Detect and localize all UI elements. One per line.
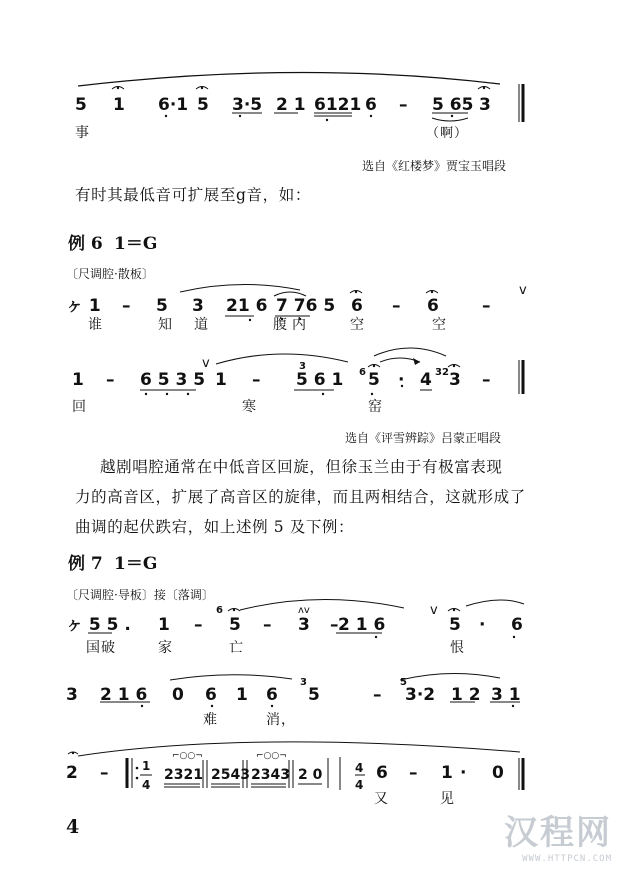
time-signature-bottom: 4 <box>142 778 151 792</box>
example-6-note: 5 6 1 <box>296 370 344 390</box>
ornament-mark: ʌv <box>298 605 310 616</box>
grace-note: 3 <box>300 677 307 688</box>
grace-note: 6 <box>216 605 223 616</box>
example-7-tag: 〔尺调腔·导板〕接〔落调〕 <box>66 588 214 602</box>
watermark-title: 汉程网 <box>504 813 612 853</box>
example-7-note: 2343 <box>251 767 290 783</box>
staff-1-lyric: （啊） <box>426 126 469 141</box>
staff-1-note: 5 <box>75 95 87 115</box>
example-6-lyric: 空 <box>350 317 365 333</box>
watermark-url: WWW.HTTPCN.COM <box>522 854 612 864</box>
example-6-lyric: 谁 <box>88 317 103 333</box>
example-7-note: 3 <box>298 615 310 635</box>
example-7-lyric: 恨 <box>450 640 465 656</box>
svg-text:⌐○○¬: ⌐○○¬ <box>256 751 287 761</box>
example-7-note: · <box>479 615 486 635</box>
example-6-note: 21 6 <box>226 296 268 316</box>
example-7-note: 1 <box>441 763 453 783</box>
example-7-note: 1 <box>236 685 248 705</box>
example-7-note: 3·2 <box>405 685 436 705</box>
example-7-note: 6 <box>266 685 278 705</box>
example-7-note: 2 0 <box>298 767 323 783</box>
example-7-note: 5 <box>229 615 241 635</box>
example-6-lyric: 道 <box>194 317 209 333</box>
example-7-note: – <box>100 763 109 783</box>
example-7-note: 5 <box>449 615 461 635</box>
breath-mark: v <box>519 283 527 298</box>
example-6-note: – <box>482 370 491 390</box>
example-6-note: 1 <box>215 370 227 390</box>
paragraph-2-line: 越剧唱腔通常在中低音区回旋，但徐玉兰由于有极富表现 <box>100 458 503 476</box>
page-number: 4 <box>66 816 80 838</box>
example-6-lyric: 寒 <box>242 399 257 415</box>
example-6-lyric: 窑 <box>368 399 383 415</box>
example-6-note: 6 <box>427 296 439 316</box>
example-6-tag: 〔尺调腔·散板〕 <box>66 267 154 281</box>
example-6-note: 3 <box>192 296 204 316</box>
example-6-note: 3 <box>449 370 461 390</box>
example-7-note: 6 <box>205 685 217 705</box>
svg-text:⌐○○¬: ⌐○○¬ <box>172 751 203 761</box>
staff-1-note: 6·1 <box>158 95 189 115</box>
example-7-lyric: 亡 <box>229 640 244 656</box>
staff-1-note: – <box>399 95 408 115</box>
example-7-key: 1＝G <box>114 554 158 574</box>
example-7-lyric: 见 <box>440 791 455 807</box>
example-7-note: – <box>263 615 272 635</box>
example-7-note: 1 <box>158 615 170 635</box>
example-6-note: · <box>398 370 405 390</box>
example-7-note: 2321 <box>164 767 203 783</box>
example-7-lyric: 难 <box>203 712 218 728</box>
grace-note: 3 <box>299 361 306 372</box>
example-6-note: – <box>392 296 401 316</box>
grace-note: 32 <box>435 367 449 378</box>
staff-1-source: 选自《红楼梦》贾宝玉唱段 <box>362 159 507 173</box>
example-6-note: 7 76 5 <box>276 296 336 316</box>
example-6-note: ヶ 1 <box>66 296 101 316</box>
example-6-lyric: 空 <box>432 317 447 333</box>
breath-mark: v <box>430 603 438 618</box>
example-7-label: 例 7 <box>68 554 103 574</box>
breath-mark: v <box>202 356 210 371</box>
example-7-note: 5 <box>308 685 320 705</box>
staff-1-note: 3·5 <box>232 95 263 115</box>
paragraph-1: 有时其最低音可扩展至g音，如： <box>75 186 311 204</box>
example-7-note: 1 2 <box>451 685 481 705</box>
example-6-label: 例 6 <box>68 234 103 254</box>
time-signature-bottom: 4 <box>355 778 364 792</box>
example-7-note: ヶ 5 5 . <box>66 615 131 635</box>
grace-note: 6 <box>359 367 366 378</box>
example-7-lyric: 消， <box>266 712 296 728</box>
example-7-note: 2543 <box>211 767 250 783</box>
example-6-note: – <box>122 296 131 316</box>
example-6-note: – <box>252 370 261 390</box>
staff-1-note: 2 1 <box>276 95 306 115</box>
example-7-note: 3 1 <box>491 685 521 705</box>
example-6-note: 5 <box>156 296 168 316</box>
staff-1-lyric: 事 <box>75 125 90 141</box>
staff-1-note: 5 <box>197 95 209 115</box>
example-6-note: 4 <box>420 370 432 390</box>
staff-1-note: 5 65 <box>432 95 474 115</box>
example-6-lyric: 内 <box>292 317 307 333</box>
paragraph-2-line: 力的高音区，扩展了高音区的旋律，而且两相结合，这就形成了 <box>75 488 526 506</box>
example-6-lyric: 腹 <box>273 317 288 333</box>
example-7-note: 2 1 6 <box>338 615 386 635</box>
time-signature-top: 4 <box>355 761 364 775</box>
example-6-lyric: 回 <box>72 399 87 415</box>
example-6-note: – <box>482 296 491 316</box>
example-7-note: 2 <box>66 763 78 783</box>
grace-note: 5 <box>400 677 407 688</box>
example-7-note: 0 <box>492 763 504 783</box>
paragraph-2-line: 曲调的起伏跌宕，如上述例 5 及下例： <box>75 518 355 536</box>
example-6-key: 1＝G <box>114 234 158 254</box>
staff-1-note: 6 <box>365 95 377 115</box>
staff-1-note: 1 <box>113 95 125 115</box>
example-7-note: 2 1 6 <box>100 685 148 705</box>
example-7-note: 6 <box>376 763 388 783</box>
example-6-note: 1 <box>72 370 84 390</box>
example-7-note: – <box>194 615 203 635</box>
example-7-note: – <box>330 615 339 635</box>
example-6-lyric: 知 <box>158 317 173 333</box>
example-6-note: 6 <box>351 296 363 316</box>
time-signature-top: 1 <box>142 759 151 773</box>
example-7-note: · <box>460 763 467 783</box>
example-6-source: 选自《评雪辨踪》吕蒙正唱段 <box>345 431 502 445</box>
staff-1-note: 6121 <box>314 95 362 115</box>
example-7-note: 0 <box>172 685 184 705</box>
example-6-note: 6 5 3 5 <box>140 370 206 390</box>
example-6-note: – <box>106 370 115 390</box>
example-7-lyric: 又 <box>374 791 389 807</box>
example-7-note: – <box>409 763 418 783</box>
example-7-lyric: 家 <box>158 640 173 656</box>
example-7-note: 6 <box>511 615 523 635</box>
example-7-note: 3 <box>66 685 78 705</box>
staff-1-note: 3 <box>479 95 491 115</box>
example-7-lyric: 国破 <box>86 640 116 656</box>
example-6-note: 5 <box>368 370 380 390</box>
example-7-note: – <box>373 685 382 705</box>
watermark <box>504 805 612 864</box>
